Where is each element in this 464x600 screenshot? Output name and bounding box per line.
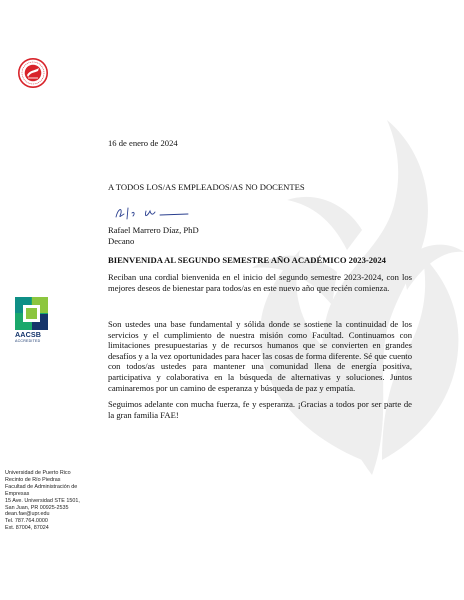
paragraph-1: Reciban una cordial bienvenida en el inicio del segundo semestre 2023-2024, con los mejores deseos de bienestar para todos/as en este nuevo año que recién comienza.	[108, 272, 412, 293]
footer-line: Facultad de Administración de	[5, 483, 78, 490]
footer-line: 15 Ave. Universidad STE 1501,	[5, 497, 80, 504]
aacsb-status: ACCREDITED	[15, 339, 41, 343]
signature-icon	[108, 205, 193, 223]
university-seal-icon	[18, 58, 48, 88]
letter-date: 16 de enero de 2024	[108, 138, 178, 148]
paragraph-3: Seguimos adelante con mucha fuerza, fe y esperanza. ¡Gracias a todos por ser parte de la gran familia FAE!	[108, 399, 412, 420]
aacsb-mark-icon	[15, 297, 48, 330]
footer-line: Empresas	[5, 490, 30, 497]
footer-address	[5, 470, 115, 532]
signer-title: Decano	[108, 236, 135, 246]
aacsb-logo	[15, 297, 51, 343]
paragraph-2: Son ustedes una base fundamental y sólida donde se sostiene la continuidad de los servicios y el cumplimiento de nuestra misión como Facultad. Continuamos con limitaciones presupuestarias y de recursos humanos que se convierten en grandes desafíos y a la vez oportunidades para hacer las cosas de forma diferente. Sé que cuento con todos/as ustedes para mantener una comunidad llena de energía positiva, participativa y colaborativa en la búsqueda de alternativas y soluciones. Juntos caminaremos por un camino de esperanza y búsqueda de paz y empatía.	[108, 319, 412, 393]
footer-line: Tel. 787.764.0000	[5, 518, 48, 525]
letter-recipient: A TODOS LOS/AS EMPLEADOS/AS NO DOCENTES	[108, 182, 305, 192]
footer-email[interactable]: dean.fae@upr.edu	[5, 511, 50, 518]
footer-line: Universidad de Puerto Rico	[5, 470, 71, 476]
footer-line: Ext. 87004, 87024	[5, 525, 49, 532]
footer-line: Recinto de Río Piedras	[5, 476, 61, 483]
aacsb-name: AACSB	[15, 330, 42, 339]
letter-subject: BIENVENIDA AL SEGUNDO SEMESTRE AÑO ACADÉMICO 2023-2024	[108, 255, 386, 265]
signer-name: Rafael Marrero Díaz, PhD	[108, 225, 199, 235]
footer-line: San Juan, PR 00925-2535	[5, 504, 69, 511]
